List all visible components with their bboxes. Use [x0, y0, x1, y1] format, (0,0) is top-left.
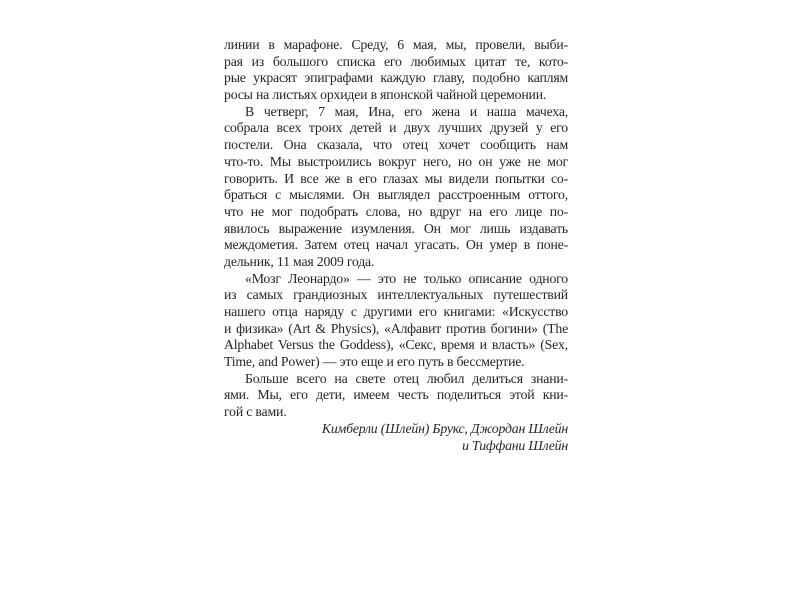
text-line: говорить. И все же в его глазах мы видели попытки со- — [224, 170, 568, 186]
text-line: гой с вами. — [224, 404, 287, 420]
text-line: росы на листьях орхидеи в японской чайной церемонии. — [224, 87, 547, 103]
text-line: ями. Мы, его дети, имеем честь поделиться этой кни- — [224, 387, 568, 403]
text-block — [224, 37, 568, 454]
text-line: «Мозг Леонардо» — это не только описание одного — [245, 270, 568, 286]
text-line: из самых грандиозных интеллектуальных путешествий — [224, 287, 568, 303]
text-line: рая из большого списка его любимых цитат те, кото- — [224, 53, 568, 69]
signature-line: Кимберли (Шлейн) Брукс, Джордан Шлейн — [321, 420, 568, 436]
text-line: линии в марафоне. Среду, 6 мая, мы, провели, выби- — [224, 37, 568, 52]
text-line: что-то. Мы выстроились вокруг него, но он уже не мог — [224, 153, 568, 169]
text-line: междометия. Затем отец начал угасать. Он умер в поне- — [224, 237, 568, 253]
text-line: что не мог подобрать слова, но вдруг на его лице по- — [224, 203, 568, 219]
text-line: явилось выражение изумления. Он мог лишь издавать — [224, 220, 568, 236]
text-line: Alphabet Versus the Goddess), «Секс, время и власть» (Sex, — [224, 337, 568, 353]
text-line: нашего отца наряду с другими его книгами: «Искусство — [224, 304, 568, 319]
text-line: собрала всех троих детей и двух лучших друзей у его — [224, 120, 568, 136]
text-line: Больше всего на свете отец любил делиться знани- — [245, 370, 568, 386]
text-line: Time, and Power) — это еще и его путь в бессмертие. — [224, 354, 525, 370]
text-line: рые украсят эпиграфами каждую главу, подобно каплям — [224, 70, 568, 86]
signature-line: и Тиффани Шлейн — [462, 437, 568, 453]
text-line: дельник, 11 мая 2009 года. — [224, 253, 375, 269]
text-line: браться с мыслями. Он выглядел расстроенным оттого, — [224, 187, 568, 203]
text-line: и физика» (Art & Physics), «Алфавит против богини» (The — [224, 320, 568, 336]
text-line: В четверг, 7 мая, Ина, его жена и наша мачеха, — [245, 103, 568, 119]
text-line: постели. Она сказала, что отец хочет сообщить нам — [224, 137, 568, 153]
